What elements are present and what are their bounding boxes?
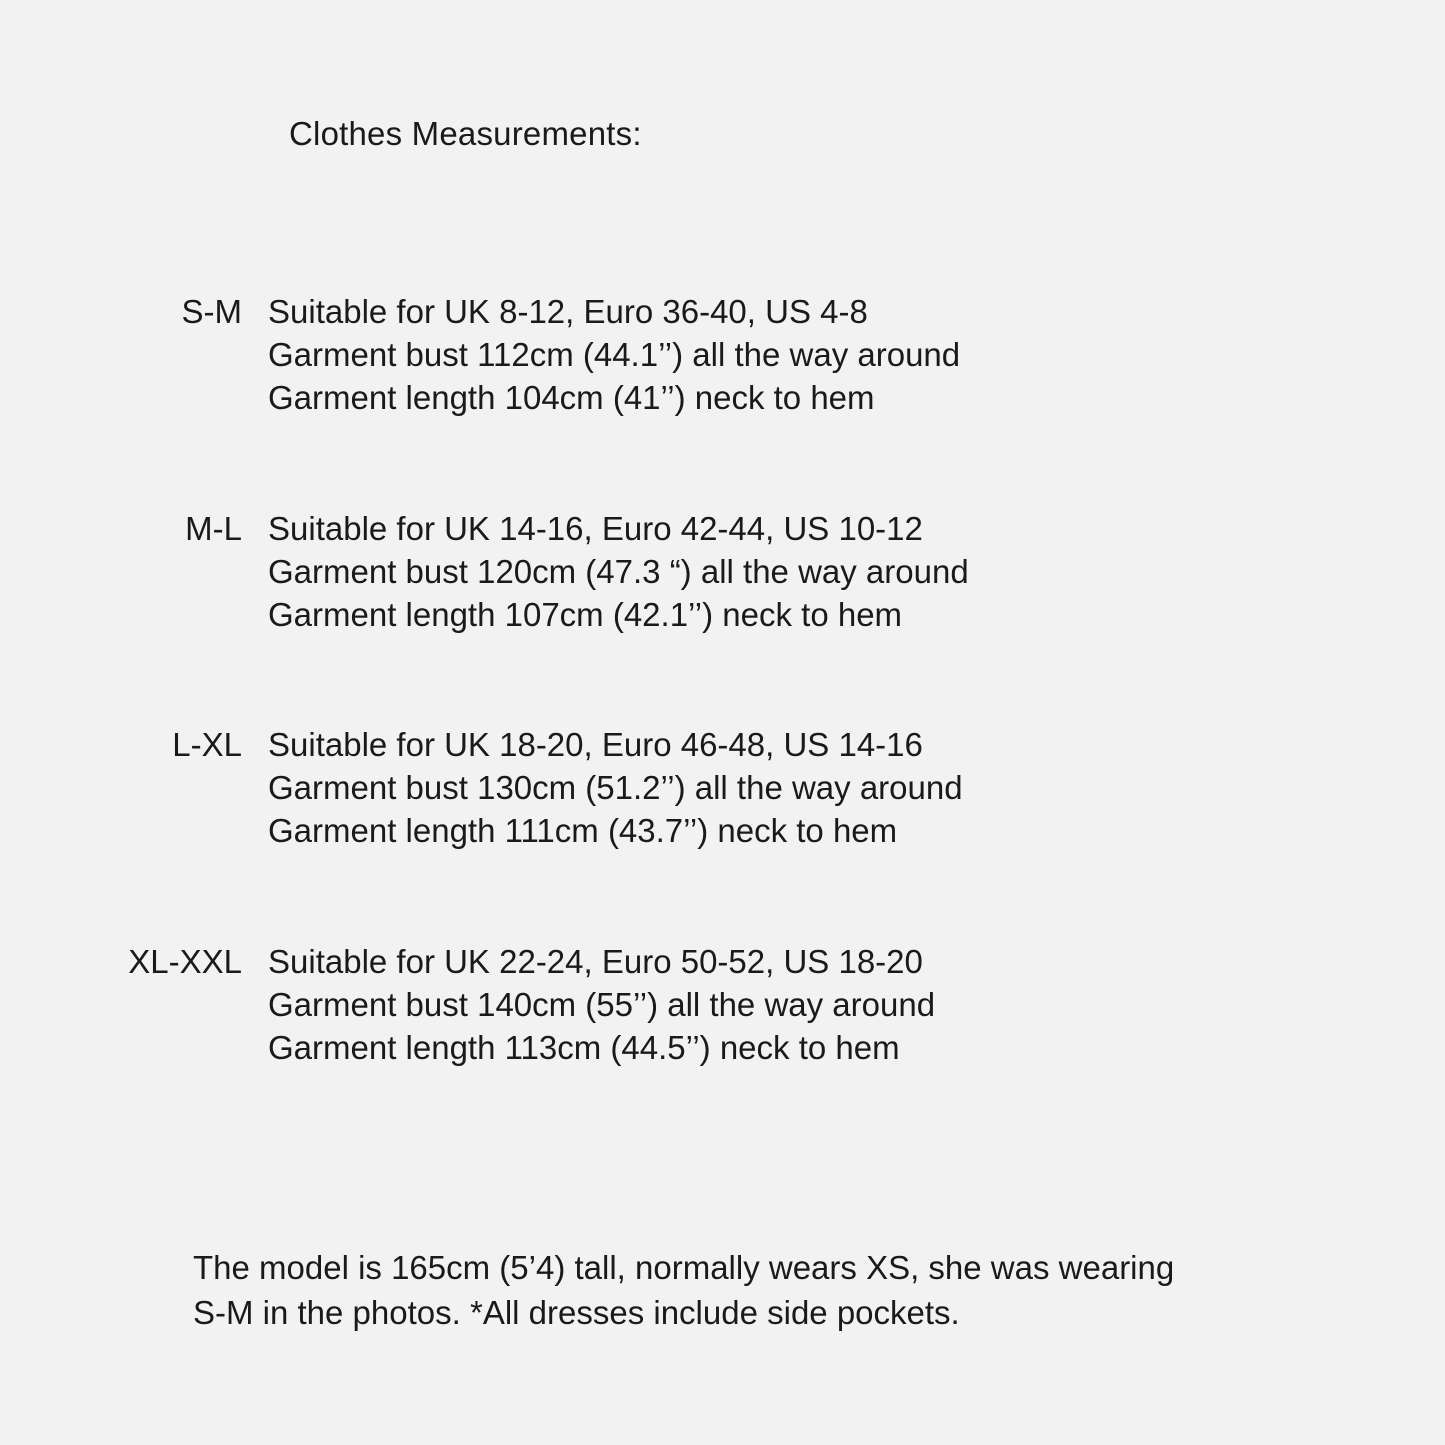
size-suitable-line: Suitable for UK 8-12, Euro 36-40, US 4-8 (268, 293, 868, 330)
size-block-l-xl (0, 723, 1445, 852)
size-details (268, 290, 960, 419)
size-bust-line: Garment bust 120cm (47.3 “) all the way around (268, 553, 969, 590)
size-length-line: Garment length 111cm (43.7’’) neck to hem (268, 812, 898, 849)
size-bust-line: Garment bust 130cm (51.2’’) all the way around (268, 769, 963, 806)
size-block-xl-xxl (0, 940, 1445, 1069)
size-row (0, 940, 1445, 1069)
size-suitable-line: Suitable for UK 22-24, Euro 50-52, US 18-20 (268, 943, 923, 980)
size-details (268, 940, 935, 1069)
size-length-line: Garment length 113cm (44.5’’) neck to hem (268, 1029, 900, 1066)
page-title: Clothes Measurements: (289, 115, 642, 152)
size-suitable-line: Suitable for UK 14-16, Euro 42-44, US 10-12 (268, 510, 923, 547)
model-note (193, 1245, 1343, 1335)
size-bust-line: Garment bust 112cm (44.1’’) all the way around (268, 336, 961, 373)
size-block-m-l (0, 507, 1445, 636)
size-row (0, 723, 1445, 852)
size-details (268, 507, 969, 636)
size-length-line: Garment length 107cm (42.1’’) neck to hem (268, 596, 903, 633)
size-label: S-M (181, 293, 242, 330)
size-length-line: Garment length 104cm (41’’) neck to hem (268, 379, 875, 416)
size-block-s-m (0, 290, 1445, 419)
size-row (0, 290, 1445, 419)
size-bust-line: Garment bust 140cm (55’’) all the way around (268, 986, 936, 1023)
size-suitable-line: Suitable for UK 18-20, Euro 46-48, US 14-16 (268, 726, 923, 763)
model-note-line-2: S-M in the photos. *All dresses include side pockets. (193, 1294, 960, 1331)
size-row (0, 507, 1445, 636)
model-note-line-1: The model is 165cm (5’4) tall, normally wears XS, she was wearing (193, 1249, 1175, 1286)
size-label: L-XL (172, 726, 242, 763)
size-label: XL-XXL (128, 943, 242, 980)
size-details (268, 723, 963, 852)
size-label: M-L (185, 510, 242, 547)
